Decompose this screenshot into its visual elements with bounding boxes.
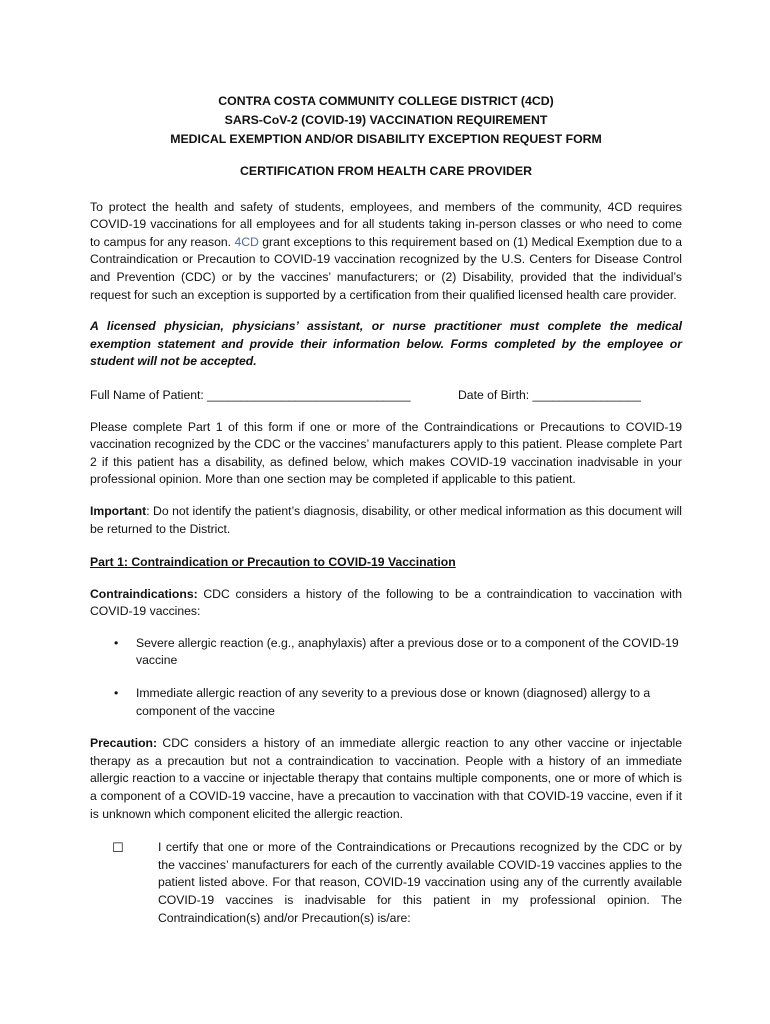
form-subtitle: CERTIFICATION FROM HEALTH CARE PROVIDER	[240, 164, 532, 178]
list-item	[90, 685, 682, 720]
bullet-icon: •	[114, 635, 119, 650]
date-of-birth-field[interactable]: Date of Birth: ________________	[458, 387, 641, 402]
precaution-text: CDC considers a history of an immediate allergic reaction to any other vaccine or injectable therapy as a precaution but not a contraindication to vaccination. People with a history of an immediate allergic reaction to a vaccine or injectable therapy that contains multiple components, one or more of which is a component of a COVID-19 vaccine, have a precaution to vaccination with that COVID-19 vaccine, even if it is unknown which component elicited the allergic reaction.	[90, 736, 682, 821]
requirement-title: SARS-CoV-2 (COVID-19) VACCINATION REQUIREMENT	[224, 113, 548, 127]
important-text: : Do not identify the patient’s diagnosis, disability, or other medical information as this document will be returned to the District.	[90, 503, 682, 536]
provider-notice: A licensed physician, physicians’ assistant, or nurse practitioner must complete the medical exemption statement and provide their information below. Forms completed by the employee or student will not be accepted.	[90, 319, 682, 369]
contraindications-paragraph	[90, 586, 682, 621]
list-item	[90, 635, 682, 670]
certify-option	[90, 839, 682, 927]
certify-text: I certify that one or more of the Contraindications or Precautions recognized by the CDC or by the vaccines’ manufacturers for each of the currently available COVID-19 vaccines applies to the patient listed above. For that reason, COVID-19 vaccination using any of the currently available COVID-19 vaccines is inadvisable for this patient in my professional opinion. The Contraindication(s) and/or Precaution(s) is/are:	[158, 840, 682, 925]
form-title: MEDICAL EXEMPTION AND/OR DISABILITY EXCEPTION REQUEST FORM	[170, 132, 602, 146]
part1-heading: Part 1: Contraindication or Precaution to COVID-19 Vaccination	[90, 555, 456, 570]
form-header	[90, 92, 682, 149]
patient-name-field[interactable]: Full Name of Patient: ______________________________	[90, 387, 411, 402]
district-title: CONTRA COSTA COMMUNITY COLLEGE DISTRICT (4CD)	[218, 94, 554, 108]
list-item-text: Severe allergic reaction (e.g., anaphylaxis) after a previous dose or to a component of the COVID-19 vaccine	[136, 635, 679, 668]
intro-abbr: 4CD	[234, 234, 259, 249]
checkbox-icon[interactable]: ☐	[112, 840, 124, 856]
precaution-label: Precaution:	[90, 736, 158, 751]
bullet-icon: •	[114, 686, 119, 701]
contraindication-list	[90, 635, 682, 720]
patient-fields	[90, 387, 682, 405]
important-label: Important	[90, 503, 147, 518]
instructions-paragraph: Please complete Part 1 of this form if one or more of the Contraindications or Precautions to COVID-19 vaccination recognized by the CDC or the vaccines’ manufacturers apply to this patient. Please complete Part 2 if this patient has a disability, as defined below, which makes COVID-19 vaccination inadvisable in your professional opinion. More than one section may be completed if applicable to this patient.	[90, 419, 682, 487]
contraindications-label: Contraindications:	[90, 586, 198, 601]
precaution-paragraph	[90, 735, 682, 823]
list-item-text: Immediate allergic reaction of any severity to a previous dose or known (diagnosed) allergy to a component of the vaccine	[136, 686, 651, 718]
important-paragraph	[90, 503, 682, 538]
contraindications-text: CDC considers a history of the following to be a contraindication to vaccination with COVID-19 vaccines:	[90, 586, 682, 619]
intro-text-1: To protect the health and safety of students, employees, and members of the community, 4CD requires COVID-19 vaccinations for all employees and for all students taking in-person classes or who need to come to campus for any reason.	[90, 199, 682, 249]
intro-text-2: grant exceptions to this requirement based on (1) Medical Exemption due to a Contraindication or Precaution to COVID-19 vaccination recognized by the U.S. Centers for Disease Control and Prevention (CDC) or by the vaccines’ manufacturers; or (2) Disability, provided that the individual’s request for such an exception is supported by a certification from their qualified licensed health care provider.	[90, 234, 682, 302]
intro-paragraph	[90, 199, 682, 305]
